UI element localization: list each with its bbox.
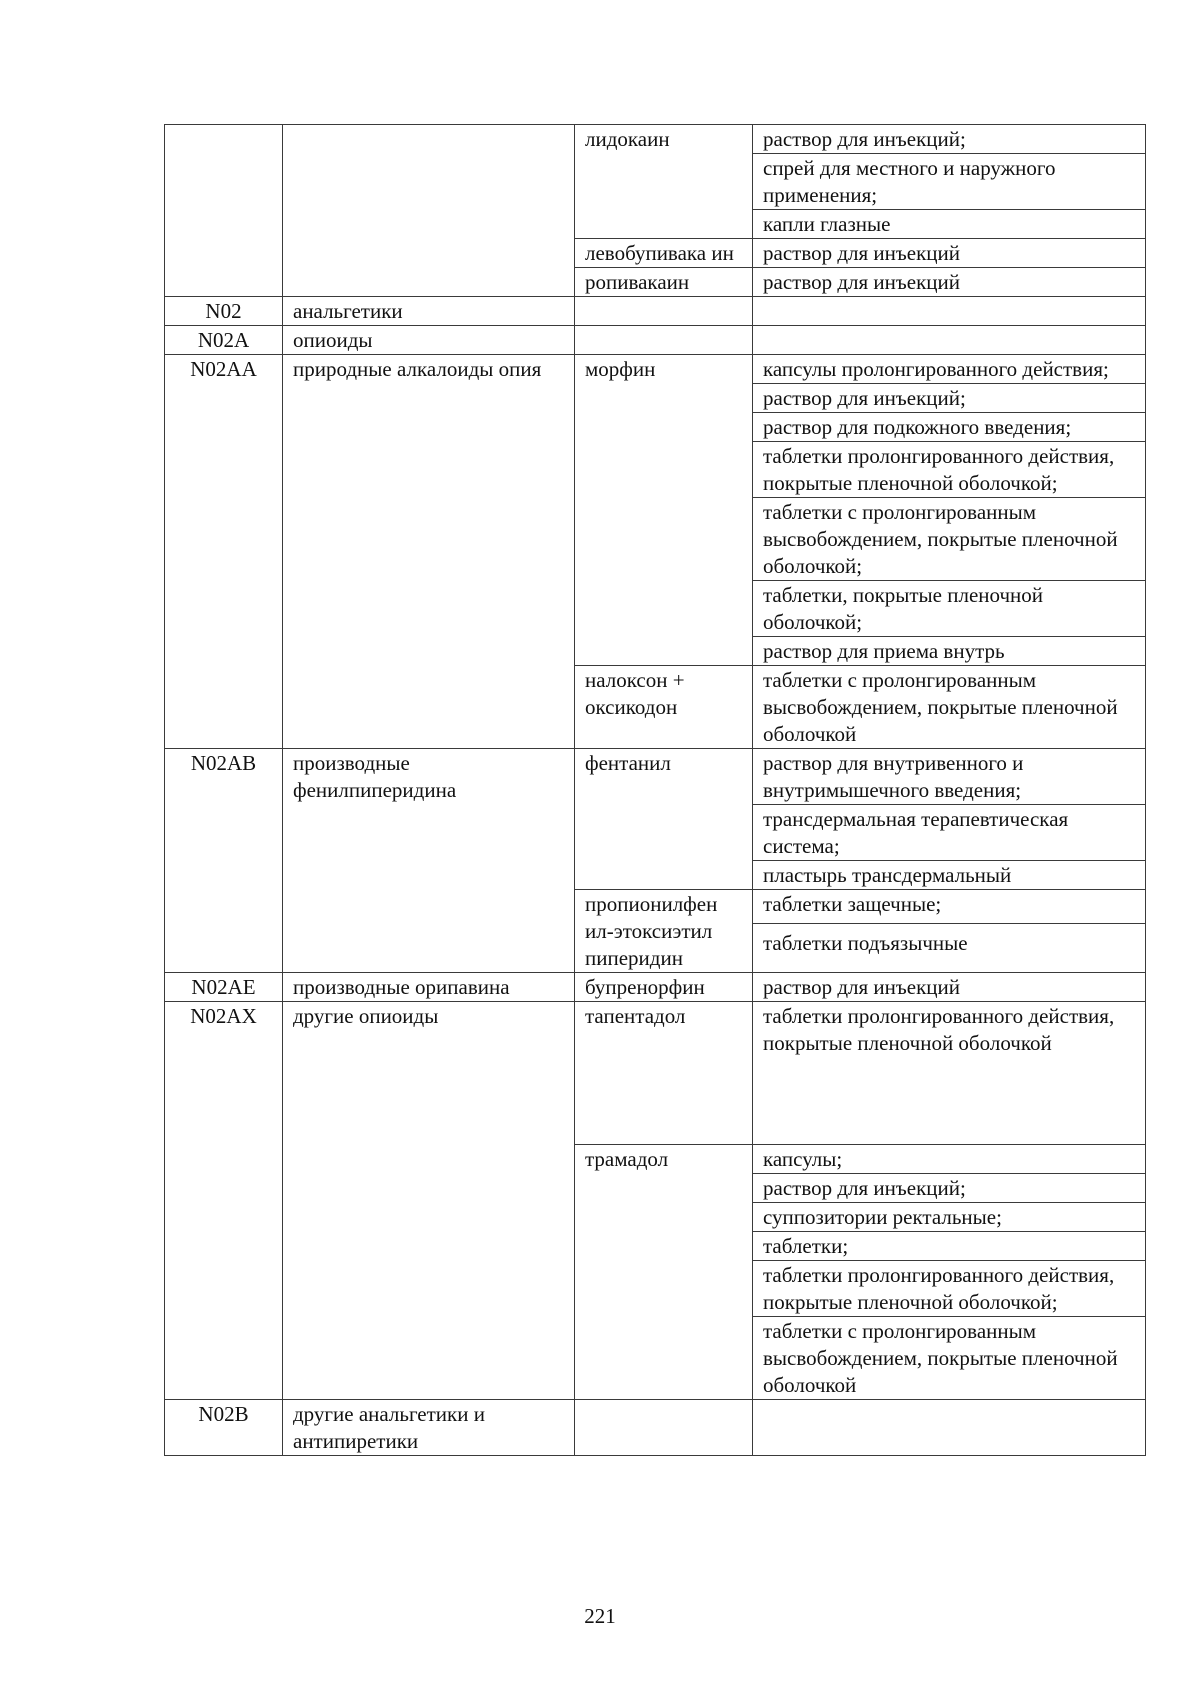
drug-name-cell: тапентадол <box>575 1002 753 1145</box>
table-row <box>165 326 1146 355</box>
drug-name-cell: налоксон + оксикодон <box>575 666 753 749</box>
drug-classification-table <box>164 124 1146 1456</box>
atc-code-cell: N02A <box>165 326 283 355</box>
table-row <box>165 749 1146 805</box>
drug-name-cell <box>575 1400 753 1456</box>
dosage-form-cell: пластырь трансдермальный <box>753 861 1146 890</box>
table-row <box>165 297 1146 326</box>
drug-name-cell: лидокаин <box>575 125 753 239</box>
atc-code-cell: N02AA <box>165 355 283 749</box>
drug-name-cell: фентанил <box>575 749 753 890</box>
dosage-form-cell: раствор для инъекций <box>753 268 1146 297</box>
page-number: 221 <box>584 1604 616 1628</box>
atc-code-cell: N02 <box>165 297 283 326</box>
drug-name-cell: левобупивака ин <box>575 239 753 268</box>
dosage-form-cell: трансдермальная терапевтическая система; <box>753 805 1146 861</box>
dosage-form-cell: таблетки; <box>753 1232 1146 1261</box>
group-name-cell: производные орипавина <box>283 973 575 1002</box>
drug-name-cell: морфин <box>575 355 753 666</box>
dosage-form-cell <box>753 326 1146 355</box>
table-row <box>165 125 1146 154</box>
drug-name-cell: пропионилфен ил-этоксиэтил пиперидин <box>575 890 753 973</box>
atc-code-cell: N02AE <box>165 973 283 1002</box>
drug-name-cell: трамадол <box>575 1145 753 1400</box>
drug-name-cell <box>575 297 753 326</box>
group-name-cell: опиоиды <box>283 326 575 355</box>
dosage-form-cell: раствор для приема внутрь <box>753 637 1146 666</box>
dosage-form-cell: таблетки с пролонгированным высвобождением, покрытые пленочной оболочкой <box>753 1317 1146 1400</box>
table-row <box>165 355 1146 384</box>
dosage-form-cell: раствор для инъекций; <box>753 125 1146 154</box>
group-name-cell <box>283 125 575 297</box>
atc-code-cell <box>165 125 283 297</box>
dosage-form-cell: таблетки, покрытые пленочной оболочкой; <box>753 581 1146 637</box>
dosage-form-cell: раствор для инъекций; <box>753 1174 1146 1203</box>
atc-code-cell: N02B <box>165 1400 283 1456</box>
dosage-form-cell: таблетки подъязычные <box>753 924 1146 973</box>
drug-name-cell: бупренорфин <box>575 973 753 1002</box>
group-name-cell: производные фенилпиперидина <box>283 749 575 973</box>
drug-name-cell: ропивакаин <box>575 268 753 297</box>
dosage-form-cell: таблетки пролонгированного действия, покрытые пленочной оболочкой; <box>753 442 1146 498</box>
dosage-form-cell: раствор для инъекций; <box>753 384 1146 413</box>
group-name-cell: анальгетики <box>283 297 575 326</box>
group-name-cell: другие анальгетики и антипиретики <box>283 1400 575 1456</box>
dosage-form-cell: таблетки с пролонгированным высвобождением, покрытые пленочной оболочкой; <box>753 498 1146 581</box>
dosage-form-cell <box>753 297 1146 326</box>
dosage-form-cell: раствор для подкожного введения; <box>753 413 1146 442</box>
group-name-cell: другие опиоиды <box>283 1002 575 1400</box>
atc-code-cell: N02AX <box>165 1002 283 1400</box>
dosage-form-cell: раствор для внутривенного и внутримышечного введения; <box>753 749 1146 805</box>
dosage-form-cell: раствор для инъекций <box>753 973 1146 1002</box>
dosage-form-cell: таблетки защечные; <box>753 890 1146 924</box>
dosage-form-cell: раствор для инъекций <box>753 239 1146 268</box>
dosage-form-cell: таблетки пролонгированного действия, покрытые пленочной оболочкой <box>753 1002 1146 1145</box>
table-row <box>165 1400 1146 1456</box>
atc-code-cell: N02AB <box>165 749 283 973</box>
table-row <box>165 1002 1146 1145</box>
dosage-form-cell: таблетки пролонгированного действия, покрытые пленочной оболочкой; <box>753 1261 1146 1317</box>
dosage-form-cell: таблетки с пролонгированным высвобождением, покрытые пленочной оболочкой <box>753 666 1146 749</box>
dosage-form-cell <box>753 1400 1146 1456</box>
dosage-form-cell: спрей для местного и наружного применения; <box>753 154 1146 210</box>
dosage-form-cell: капсулы пролонгированного действия; <box>753 355 1146 384</box>
table-row <box>165 973 1146 1002</box>
dosage-form-cell: суппозитории ректальные; <box>753 1203 1146 1232</box>
drug-name-cell <box>575 326 753 355</box>
dosage-form-cell: капсулы; <box>753 1145 1146 1174</box>
dosage-form-cell: капли глазные <box>753 210 1146 239</box>
group-name-cell: природные алкалоиды опия <box>283 355 575 749</box>
